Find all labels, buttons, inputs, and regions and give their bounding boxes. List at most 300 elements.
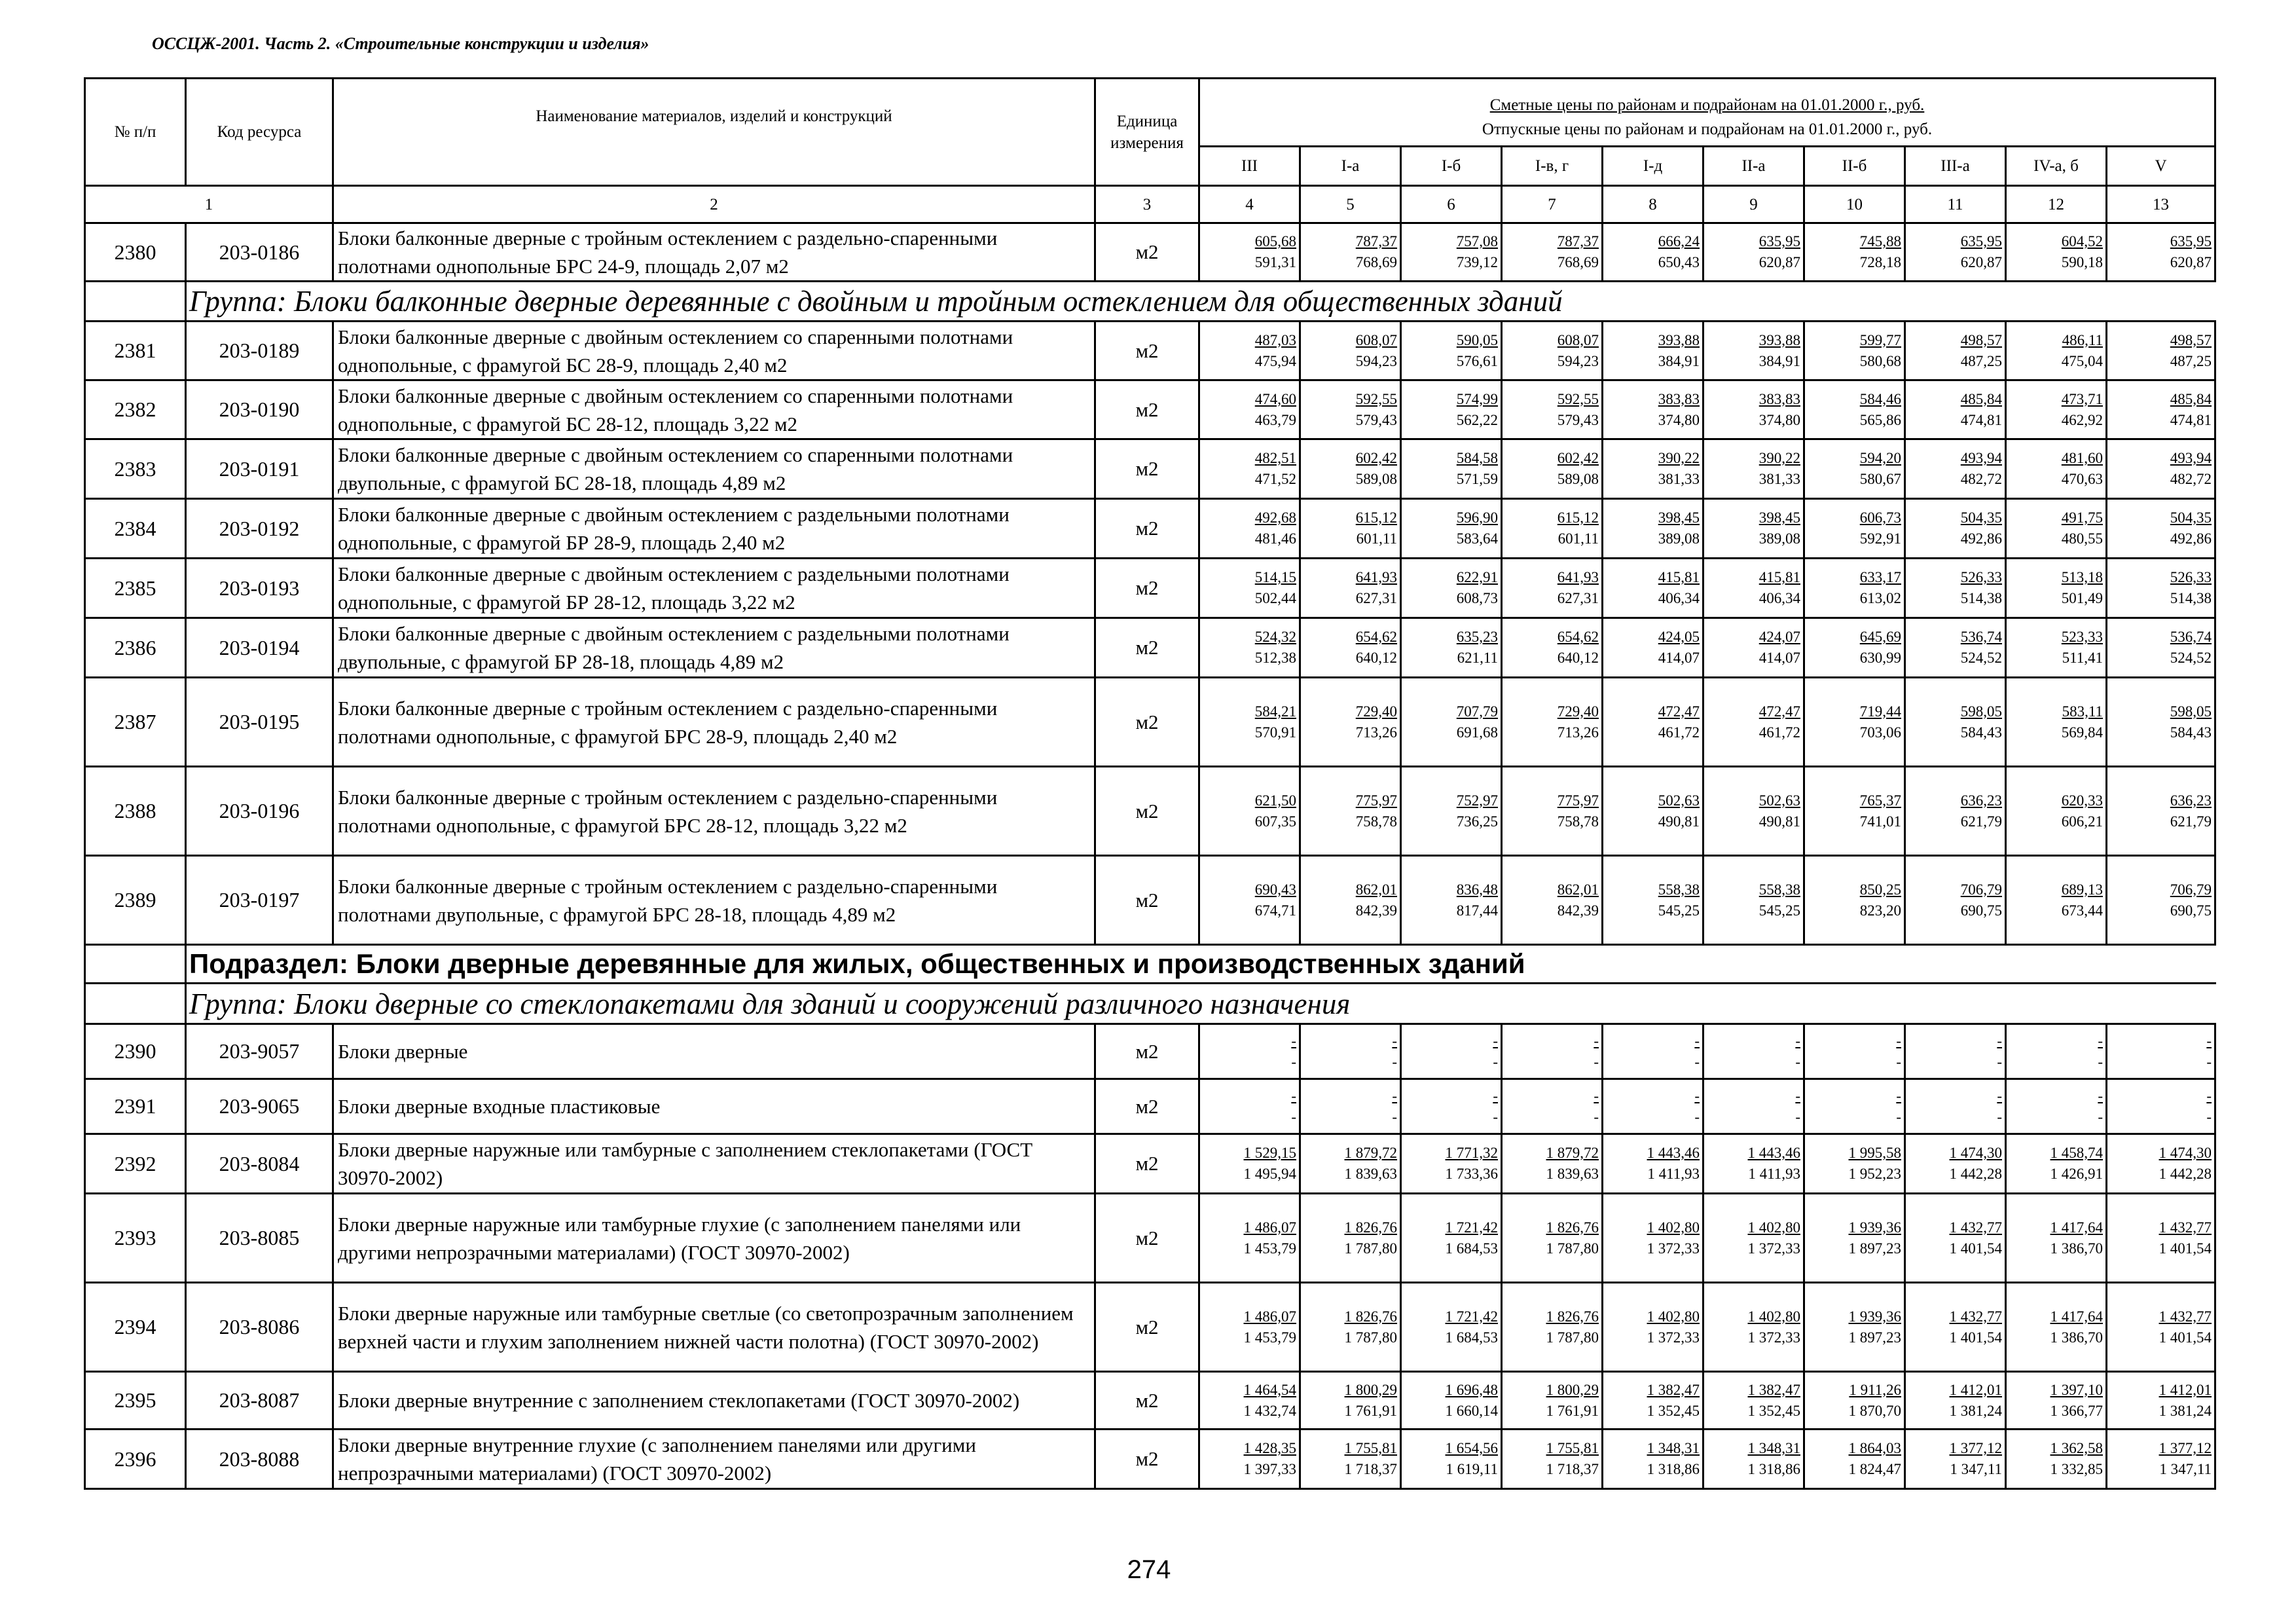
estimate-price: 620,33 xyxy=(2061,792,2103,809)
column-number: 5 xyxy=(1300,186,1401,223)
price-cell xyxy=(2107,1024,2215,1079)
release-price: 524,52 xyxy=(1960,650,2002,666)
price-cell xyxy=(1603,223,1704,282)
price-cell xyxy=(1401,678,1502,767)
release-price: 524,52 xyxy=(2170,650,2212,666)
price-cell xyxy=(1401,1430,1502,1489)
release-price: 569,84 xyxy=(2061,724,2103,741)
region-header: I-б xyxy=(1401,147,1502,186)
resource-code: 203-0186 xyxy=(186,223,333,282)
price-cell xyxy=(1603,678,1704,767)
release-price: 630,99 xyxy=(1859,650,1901,666)
price-cell xyxy=(1804,559,1905,618)
estimate-price: 621,50 xyxy=(1254,792,1296,809)
resource-code: 203-0189 xyxy=(186,322,333,380)
release-price: 842,39 xyxy=(1355,902,1397,919)
price-cell xyxy=(1603,1024,1704,1079)
release-price: 381,33 xyxy=(1658,471,1700,487)
price-cell xyxy=(1199,1024,1300,1079)
price-cell xyxy=(1401,767,1502,856)
release-price: - xyxy=(2206,1053,2212,1070)
estimate-price: 1 428,35 xyxy=(1243,1440,1296,1456)
release-price: 471,52 xyxy=(1254,471,1296,487)
region-header: III xyxy=(1199,147,1300,186)
estimate-price: 498,57 xyxy=(2170,331,2212,348)
estimate-price: 635,95 xyxy=(2170,233,2212,249)
estimate-price: 523,33 xyxy=(2061,629,2103,645)
release-price: 591,31 xyxy=(1254,254,1296,270)
price-cell xyxy=(1300,1430,1401,1489)
release-price: 768,69 xyxy=(1355,254,1397,270)
estimate-price: 584,21 xyxy=(1254,703,1296,720)
release-price: 374,80 xyxy=(1658,411,1700,428)
estimate-price: - xyxy=(1694,1032,1700,1049)
estimate-price: - xyxy=(2206,1032,2212,1049)
estimate-price: 706,79 xyxy=(2170,881,2212,898)
release-price: 482,72 xyxy=(2170,471,2212,487)
section-blank-cell xyxy=(85,282,186,322)
release-price: 613,02 xyxy=(1859,590,1901,606)
resource-code: 203-8084 xyxy=(186,1134,333,1194)
estimate-price: 1 348,31 xyxy=(1647,1440,1700,1456)
release-price: - xyxy=(1694,1053,1700,1070)
estimate-price: 1 826,76 xyxy=(1344,1219,1397,1236)
release-price: 620,87 xyxy=(2170,254,2212,270)
resource-code: 203-0195 xyxy=(186,678,333,767)
estimate-price: 1 397,10 xyxy=(2050,1381,2103,1398)
estimate-price: 1 911,26 xyxy=(1849,1381,1901,1398)
estimate-price: 473,71 xyxy=(2061,390,2103,407)
section-blank-cell xyxy=(85,945,186,984)
release-price: 1 442,28 xyxy=(2159,1166,2212,1182)
estimate-price: 787,37 xyxy=(1557,233,1599,249)
price-cell xyxy=(1704,1430,1804,1489)
price-cell xyxy=(2107,856,2215,945)
estimate-price: 850,25 xyxy=(1859,881,1901,898)
release-price: 580,67 xyxy=(1859,471,1901,487)
release-price: - xyxy=(1493,1108,1498,1125)
estimate-price: 752,97 xyxy=(1456,792,1498,809)
table-row xyxy=(85,1372,2215,1430)
price-cell xyxy=(2107,1134,2215,1194)
price-cell xyxy=(1804,767,1905,856)
estimate-price: 836,48 xyxy=(1456,881,1498,898)
price-cell xyxy=(1199,856,1300,945)
release-price: 768,69 xyxy=(1557,254,1599,270)
price-cell xyxy=(1502,678,1603,767)
release-price: 501,49 xyxy=(2061,590,2103,606)
release-price: 1 381,24 xyxy=(2159,1402,2212,1419)
column-number: 13 xyxy=(2107,186,2215,223)
column-number-row xyxy=(85,186,2215,223)
price-cell xyxy=(2107,1079,2215,1134)
estimate-price: - xyxy=(1392,1087,1397,1104)
release-price: 620,87 xyxy=(1960,254,2002,270)
estimate-price: 1 402,80 xyxy=(1747,1219,1800,1236)
group-row xyxy=(85,282,2215,322)
release-price: 1 386,70 xyxy=(2050,1240,2103,1257)
price-cell xyxy=(1300,223,1401,282)
column-number: 11 xyxy=(1905,186,2006,223)
price-cell xyxy=(2006,618,2107,678)
price-cell xyxy=(2006,499,2107,559)
estimate-price: 415,81 xyxy=(1758,569,1800,585)
release-price: 511,41 xyxy=(2062,650,2103,666)
price-cell xyxy=(1603,1079,1704,1134)
estimate-price: 1 362,58 xyxy=(2050,1440,2103,1456)
estimate-price: 1 432,77 xyxy=(2159,1219,2212,1236)
estimate-price: 666,24 xyxy=(1658,233,1700,249)
estimate-price: - xyxy=(1795,1032,1800,1049)
price-cell xyxy=(1199,223,1300,282)
price-cell xyxy=(1502,439,1603,499)
prices-title-estimate: Сметные цены по районам и подрайонам на 01.01.2000 г., руб. xyxy=(1489,96,1925,114)
estimate-price: 635,23 xyxy=(1456,629,1498,645)
release-price: 583,64 xyxy=(1456,530,1498,547)
resource-code: 203-8086 xyxy=(186,1283,333,1372)
price-cell xyxy=(1199,559,1300,618)
estimate-price: 504,35 xyxy=(1960,509,2002,526)
estimate-price: 757,08 xyxy=(1456,233,1498,249)
estimate-price: 481,60 xyxy=(2061,450,2103,466)
price-cell xyxy=(2006,767,2107,856)
estimate-price: - xyxy=(1694,1087,1700,1104)
estimate-price: 1 348,31 xyxy=(1747,1440,1800,1456)
price-cell xyxy=(2006,1372,2107,1430)
table-row xyxy=(85,1283,2215,1372)
estimate-price: 1 486,07 xyxy=(1243,1308,1296,1325)
column-number: 1 xyxy=(85,186,333,223)
price-cell xyxy=(1905,499,2006,559)
release-price: 1 347,11 xyxy=(1950,1461,2002,1477)
price-cell xyxy=(1905,1372,2006,1430)
estimate-price: 862,01 xyxy=(1355,881,1397,898)
release-price: 381,33 xyxy=(1758,471,1800,487)
price-cell xyxy=(1401,1024,1502,1079)
estimate-price: 599,77 xyxy=(1859,331,1901,348)
item-unit: м2 xyxy=(1095,322,1199,380)
region-header: III-а xyxy=(1905,147,2006,186)
release-price: - xyxy=(2206,1108,2212,1125)
item-unit: м2 xyxy=(1095,1430,1199,1489)
estimate-price: 574,99 xyxy=(1456,390,1498,407)
price-cell xyxy=(2006,380,2107,439)
release-price: 579,43 xyxy=(1355,411,1397,428)
price-cell xyxy=(1502,1283,1603,1372)
column-number: 7 xyxy=(1502,186,1603,223)
release-price: 474,81 xyxy=(1960,411,2002,428)
estimate-price: - xyxy=(1291,1087,1296,1104)
estimate-price: 598,05 xyxy=(1960,703,2002,720)
release-price: 584,43 xyxy=(1960,724,2002,741)
price-cell xyxy=(1603,1134,1704,1194)
header-unit: Единица измерения xyxy=(1095,79,1199,186)
estimate-price: 526,33 xyxy=(2170,569,2212,585)
item-name: Блоки дверные xyxy=(333,1024,1095,1079)
estimate-price: - xyxy=(1493,1087,1498,1104)
release-price: 592,91 xyxy=(1859,530,1901,547)
price-cell xyxy=(2006,439,2107,499)
estimate-price: 602,42 xyxy=(1557,450,1599,466)
estimate-price: 1 402,80 xyxy=(1647,1219,1700,1236)
release-price: 1 839,63 xyxy=(1344,1166,1397,1182)
estimate-price: 1 412,01 xyxy=(1949,1381,2002,1398)
price-cell xyxy=(1804,1283,1905,1372)
estimate-price: 645,69 xyxy=(1859,629,1901,645)
table-row xyxy=(85,322,2215,380)
release-price: 1 366,77 xyxy=(2050,1402,2103,1419)
release-price: 1 619,11 xyxy=(1446,1461,1498,1477)
item-unit: м2 xyxy=(1095,1134,1199,1194)
row-number: 2391 xyxy=(85,1079,186,1134)
estimate-price: 502,63 xyxy=(1658,792,1700,809)
release-price: 1 386,70 xyxy=(2050,1329,2103,1346)
price-cell xyxy=(1704,1079,1804,1134)
item-unit: м2 xyxy=(1095,1024,1199,1079)
estimate-price: 1 432,77 xyxy=(1949,1308,2002,1325)
estimate-price: 498,57 xyxy=(1960,331,2002,348)
estimate-price: 608,07 xyxy=(1355,331,1397,348)
estimate-price: 1 995,58 xyxy=(1848,1145,1901,1161)
release-price: 589,08 xyxy=(1557,471,1599,487)
release-price: - xyxy=(1594,1108,1599,1125)
estimate-price: 526,33 xyxy=(1960,569,2002,585)
estimate-price: 558,38 xyxy=(1758,881,1800,898)
release-price: 490,81 xyxy=(1658,813,1700,830)
release-price: 713,26 xyxy=(1557,724,1599,741)
price-cell xyxy=(2006,678,2107,767)
release-price: 842,39 xyxy=(1557,902,1599,919)
region-header: V xyxy=(2107,147,2215,186)
estimate-price: 1 800,29 xyxy=(1344,1381,1397,1398)
row-number: 2390 xyxy=(85,1024,186,1079)
estimate-price: - xyxy=(1896,1087,1901,1104)
price-cell xyxy=(1502,856,1603,945)
release-price: 463,79 xyxy=(1254,411,1296,428)
price-cell xyxy=(1704,618,1804,678)
release-price: 713,26 xyxy=(1355,724,1397,741)
estimate-price: 729,40 xyxy=(1355,703,1397,720)
release-price: 1 733,36 xyxy=(1445,1166,1498,1182)
release-price: 475,94 xyxy=(1254,352,1296,369)
price-cell xyxy=(1300,1134,1401,1194)
subsection-row xyxy=(85,945,2215,984)
estimate-price: 635,95 xyxy=(1758,233,1800,249)
estimate-price: 1 382,47 xyxy=(1747,1381,1800,1398)
price-cell xyxy=(1502,559,1603,618)
estimate-price: 1 412,01 xyxy=(2159,1381,2212,1398)
release-price: 1 453,79 xyxy=(1243,1240,1296,1257)
table-row xyxy=(85,223,2215,282)
release-price: 1 397,33 xyxy=(1243,1461,1296,1477)
estimate-price: 390,22 xyxy=(1658,450,1700,466)
item-unit: м2 xyxy=(1095,499,1199,559)
release-price: 758,78 xyxy=(1355,813,1397,830)
row-number: 2386 xyxy=(85,618,186,678)
region-header: I-д xyxy=(1603,147,1704,186)
price-cell xyxy=(2107,439,2215,499)
estimate-price: - xyxy=(1896,1032,1901,1049)
estimate-price: 524,32 xyxy=(1254,629,1296,645)
price-cell xyxy=(1401,499,1502,559)
price-cell xyxy=(1905,1430,2006,1489)
release-price: 640,12 xyxy=(1355,650,1397,666)
price-cell xyxy=(1704,1283,1804,1372)
price-cell xyxy=(1804,1372,1905,1430)
release-price: 627,31 xyxy=(1557,590,1599,606)
estimate-price: 1 402,80 xyxy=(1647,1308,1700,1325)
release-price: 1 352,45 xyxy=(1747,1402,1800,1419)
release-price: 594,23 xyxy=(1355,352,1397,369)
estimate-price: 602,42 xyxy=(1355,450,1397,466)
estimate-price: 1 826,76 xyxy=(1546,1219,1599,1236)
release-price: - xyxy=(1493,1053,1498,1070)
region-header: I-в, г xyxy=(1502,147,1603,186)
table-row xyxy=(85,499,2215,559)
price-cell xyxy=(1603,439,1704,499)
release-price: 1 897,23 xyxy=(1848,1329,1901,1346)
item-name: Блоки балконные дверные с тройным остеклением с раздельно-спаренными полотнами однопольные, с фрамугой БРС 28-12, площадь 3,22 м2 xyxy=(333,767,1095,856)
estimate-price: 398,45 xyxy=(1758,509,1800,526)
subsection-heading: Подраздел: Блоки дверные деревянные для жилых, общественных и производственных зданий xyxy=(186,945,2215,984)
price-cell xyxy=(1905,678,2006,767)
estimate-price: 592,55 xyxy=(1355,390,1397,407)
price-cell xyxy=(1905,439,2006,499)
resource-code: 203-8085 xyxy=(186,1194,333,1283)
price-cell xyxy=(2006,322,2107,380)
release-price: 621,79 xyxy=(2170,813,2212,830)
estimate-price: 1 696,48 xyxy=(1445,1381,1498,1398)
release-price: 620,87 xyxy=(1758,254,1800,270)
release-price: 389,08 xyxy=(1758,530,1800,547)
release-price: 565,86 xyxy=(1859,411,1901,428)
release-price: - xyxy=(1997,1053,2002,1070)
price-cell xyxy=(1199,1283,1300,1372)
price-cell xyxy=(2006,223,2107,282)
estimate-price: 536,74 xyxy=(1960,629,2002,645)
estimate-price: 1 402,80 xyxy=(1747,1308,1800,1325)
release-price: 621,11 xyxy=(1457,650,1498,666)
release-price: 627,31 xyxy=(1355,590,1397,606)
estimate-price: - xyxy=(1493,1032,1498,1049)
release-price: 650,43 xyxy=(1658,254,1700,270)
price-cell xyxy=(1804,1079,1905,1134)
group-heading: Группа: Блоки дверные со стеклопакетами для зданий и сооружений различного назначения xyxy=(186,984,2215,1024)
price-cell xyxy=(1804,380,1905,439)
estimate-price: 487,03 xyxy=(1254,331,1296,348)
price-cell xyxy=(1502,767,1603,856)
resource-code: 203-0196 xyxy=(186,767,333,856)
price-cell xyxy=(1401,856,1502,945)
release-price: 389,08 xyxy=(1658,530,1700,547)
release-price: 1 660,14 xyxy=(1445,1402,1498,1419)
release-price: 1 824,47 xyxy=(1848,1461,1901,1477)
release-price: 562,22 xyxy=(1456,411,1498,428)
estimate-price: 1 417,64 xyxy=(2050,1308,2103,1325)
price-cell xyxy=(1401,1079,1502,1134)
release-price: 571,59 xyxy=(1456,471,1498,487)
estimate-price: 596,90 xyxy=(1456,509,1498,526)
item-name: Блоки балконные дверные с двойным остеклением с раздельными полотнами однопольные, с фрамугой БР 28-12, площадь 3,22 м2 xyxy=(333,559,1095,618)
release-price: 1 718,37 xyxy=(1344,1461,1397,1477)
region-header: I-а xyxy=(1300,147,1401,186)
resource-code: 203-0194 xyxy=(186,618,333,678)
estimate-price: - xyxy=(1392,1032,1397,1049)
row-number: 2394 xyxy=(85,1283,186,1372)
release-price: 384,91 xyxy=(1758,352,1800,369)
table-body xyxy=(85,223,2215,1489)
price-cell xyxy=(1804,1194,1905,1283)
estimate-price: 636,23 xyxy=(1960,792,2002,809)
price-cell xyxy=(1603,1372,1704,1430)
estimate-price: - xyxy=(2098,1087,2103,1104)
price-cell xyxy=(1704,856,1804,945)
estimate-price: 383,83 xyxy=(1658,390,1700,407)
estimate-price: - xyxy=(2098,1032,2103,1049)
release-price: 1 401,54 xyxy=(1949,1329,2002,1346)
estimate-price: - xyxy=(1594,1032,1599,1049)
estimate-price: - xyxy=(1997,1032,2002,1049)
release-price: 728,18 xyxy=(1859,254,1901,270)
release-price: 1 372,33 xyxy=(1647,1240,1700,1257)
section-blank-cell xyxy=(85,984,186,1024)
resource-code: 203-9065 xyxy=(186,1079,333,1134)
estimate-price: 654,62 xyxy=(1557,629,1599,645)
price-cell xyxy=(1199,499,1300,559)
price-cell xyxy=(2006,559,2107,618)
table-row xyxy=(85,1024,2215,1079)
price-cell xyxy=(1300,1283,1401,1372)
release-price: 1 870,70 xyxy=(1848,1402,1901,1419)
estimate-price: 536,74 xyxy=(2170,629,2212,645)
release-price: 673,44 xyxy=(2061,902,2103,919)
price-cell xyxy=(1401,439,1502,499)
estimate-price: 1 864,03 xyxy=(1848,1440,1901,1456)
release-price: 1 787,80 xyxy=(1546,1329,1599,1346)
release-price: 608,73 xyxy=(1456,590,1498,606)
release-price: 481,46 xyxy=(1254,530,1296,547)
release-price: - xyxy=(1392,1053,1397,1070)
estimate-price: 383,83 xyxy=(1758,390,1800,407)
item-name: Блоки дверные наружные или тамбурные с заполнением стеклопакетами (ГОСТ 30970-2002) xyxy=(333,1134,1095,1194)
price-cell xyxy=(1603,1283,1704,1372)
release-price: 1 684,53 xyxy=(1445,1329,1498,1346)
release-price: 461,72 xyxy=(1758,724,1800,741)
release-price: 584,43 xyxy=(2170,724,2212,741)
release-price: 545,25 xyxy=(1658,902,1700,919)
estimate-price: 1 443,46 xyxy=(1747,1145,1800,1161)
prices-title-release: Отпускные цены по районам и подрайонам на 01.01.2000 г., руб. xyxy=(1482,120,1933,138)
release-price: 514,38 xyxy=(1960,590,2002,606)
release-price: 1 718,37 xyxy=(1546,1461,1599,1477)
page-number: 274 xyxy=(1127,1555,1171,1584)
estimate-price: 775,97 xyxy=(1355,792,1397,809)
estimate-price: 719,44 xyxy=(1859,703,1901,720)
release-price: 580,68 xyxy=(1859,352,1901,369)
price-cell xyxy=(1199,322,1300,380)
table-row xyxy=(85,1079,2215,1134)
price-cell xyxy=(1401,1372,1502,1430)
price-cell xyxy=(1300,322,1401,380)
region-header: IV-а, б xyxy=(2006,147,2107,186)
estimate-price: 862,01 xyxy=(1557,881,1599,898)
estimate-price: 504,35 xyxy=(2170,509,2212,526)
table-row xyxy=(85,1194,2215,1283)
release-price: 482,72 xyxy=(1960,471,2002,487)
release-price: 1 381,24 xyxy=(1949,1402,2002,1419)
estimate-price: 690,43 xyxy=(1254,881,1296,898)
estimate-price: 398,45 xyxy=(1658,509,1700,526)
